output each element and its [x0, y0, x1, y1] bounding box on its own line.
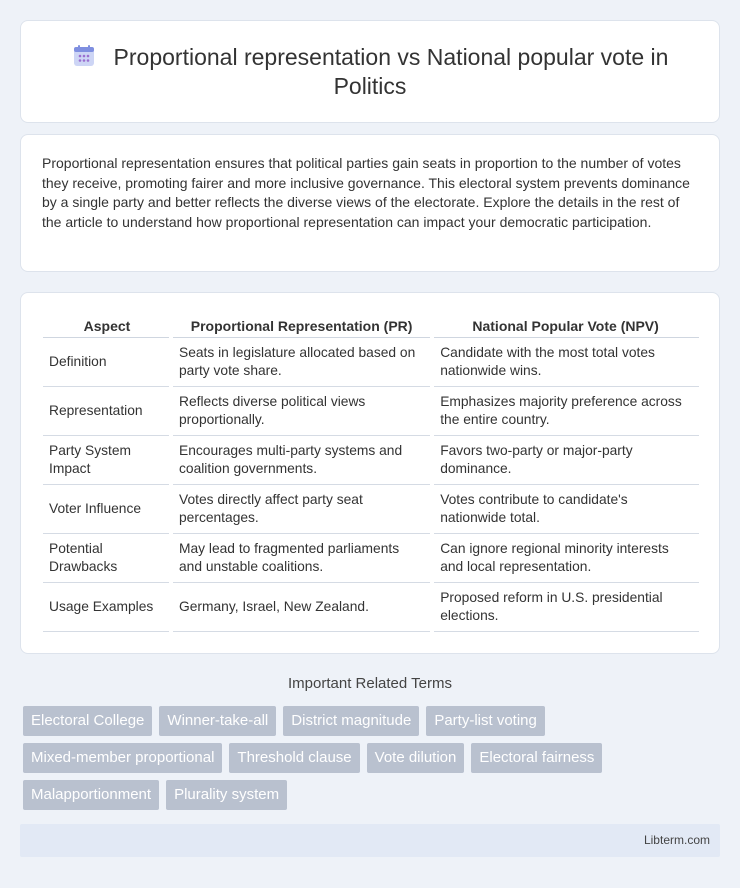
- column-header-npv: National Popular Vote (NPV): [432, 316, 699, 337]
- row-npv: Emphasizes majority preference across the entire country.: [432, 386, 699, 435]
- row-pr: Germany, Israel, New Zealand.: [171, 582, 432, 631]
- tag-row: [23, 743, 723, 773]
- table-row: [43, 582, 699, 631]
- intro-card: [20, 134, 720, 272]
- page-title: [21, 43, 719, 101]
- tag-mixed-member-proportional[interactable]: Mixed-member proportional: [23, 743, 222, 773]
- related-terms-heading: Important Related Terms: [288, 675, 452, 692]
- column-header-aspect: Aspect: [43, 316, 171, 337]
- row-pr: Reflects diverse political views proportionally.: [171, 386, 432, 435]
- tag-row: [23, 706, 723, 736]
- row-aspect: Usage Examples: [43, 582, 171, 631]
- footer-bar: [20, 824, 720, 857]
- tag-electoral-fairness[interactable]: Electoral fairness: [471, 743, 602, 773]
- tag-electoral-college[interactable]: Electoral College: [23, 706, 152, 736]
- row-aspect: Representation: [43, 386, 171, 435]
- related-terms-list: [23, 706, 723, 817]
- tag-threshold-clause[interactable]: Threshold clause: [229, 743, 359, 773]
- row-aspect: Voter Influence: [43, 484, 171, 533]
- calendar-grid-icon: [72, 44, 96, 68]
- table-row: [43, 484, 699, 533]
- row-npv: Can ignore regional minority interests and local representation.: [432, 533, 699, 582]
- comparison-card: [20, 292, 720, 654]
- row-pr: May lead to fragmented parliaments and unstable coalitions.: [171, 533, 432, 582]
- tag-vote-dilution[interactable]: Vote dilution: [367, 743, 465, 773]
- row-aspect: Party System Impact: [43, 435, 171, 484]
- tag-district-magnitude[interactable]: District magnitude: [283, 706, 419, 736]
- row-pr: Seats in legislature allocated based on party vote share.: [171, 337, 432, 386]
- footer-site-link[interactable]: Libterm.com: [643, 833, 710, 847]
- table-header-row: [43, 316, 699, 337]
- title-card: [20, 20, 720, 123]
- row-aspect: Definition: [43, 337, 171, 386]
- intro-paragraph: Proportional representation ensures that political parties gain seats in proportion to the number of votes they receive, promoting fairer and more inclusive governance. This electoral system prevents dominance by a single party and better reflects the diverse views of the electorate. Explore the details in the rest of the article to understand how proportional representation can impact your democratic participation.: [42, 155, 690, 230]
- row-pr: Votes directly affect party seat percentages.: [171, 484, 432, 533]
- table-row: [43, 337, 699, 386]
- tag-winner-take-all[interactable]: Winner-take-all: [159, 706, 276, 736]
- row-aspect: Potential Drawbacks: [43, 533, 171, 582]
- row-npv: Proposed reform in U.S. presidential elections.: [432, 582, 699, 631]
- tag-plurality-system[interactable]: Plurality system: [166, 780, 287, 810]
- table-row: [43, 386, 699, 435]
- table-row: [43, 435, 699, 484]
- row-pr: Encourages multi-party systems and coalition governments.: [171, 435, 432, 484]
- page-title-text: Proportional representation vs National popular vote in Politics: [113, 44, 669, 99]
- comparison-table: [43, 316, 699, 632]
- table-row: [43, 533, 699, 582]
- tag-party-list-voting[interactable]: Party-list voting: [426, 706, 545, 736]
- row-npv: Votes contribute to candidate's nationwide total.: [432, 484, 699, 533]
- tag-malapportionment[interactable]: Malapportionment: [23, 780, 159, 810]
- tag-row: [23, 780, 723, 810]
- column-header-pr: Proportional Representation (PR): [171, 316, 432, 337]
- row-npv: Candidate with the most total votes nationwide wins.: [432, 337, 699, 386]
- row-npv: Favors two-party or major-party dominance.: [432, 435, 699, 484]
